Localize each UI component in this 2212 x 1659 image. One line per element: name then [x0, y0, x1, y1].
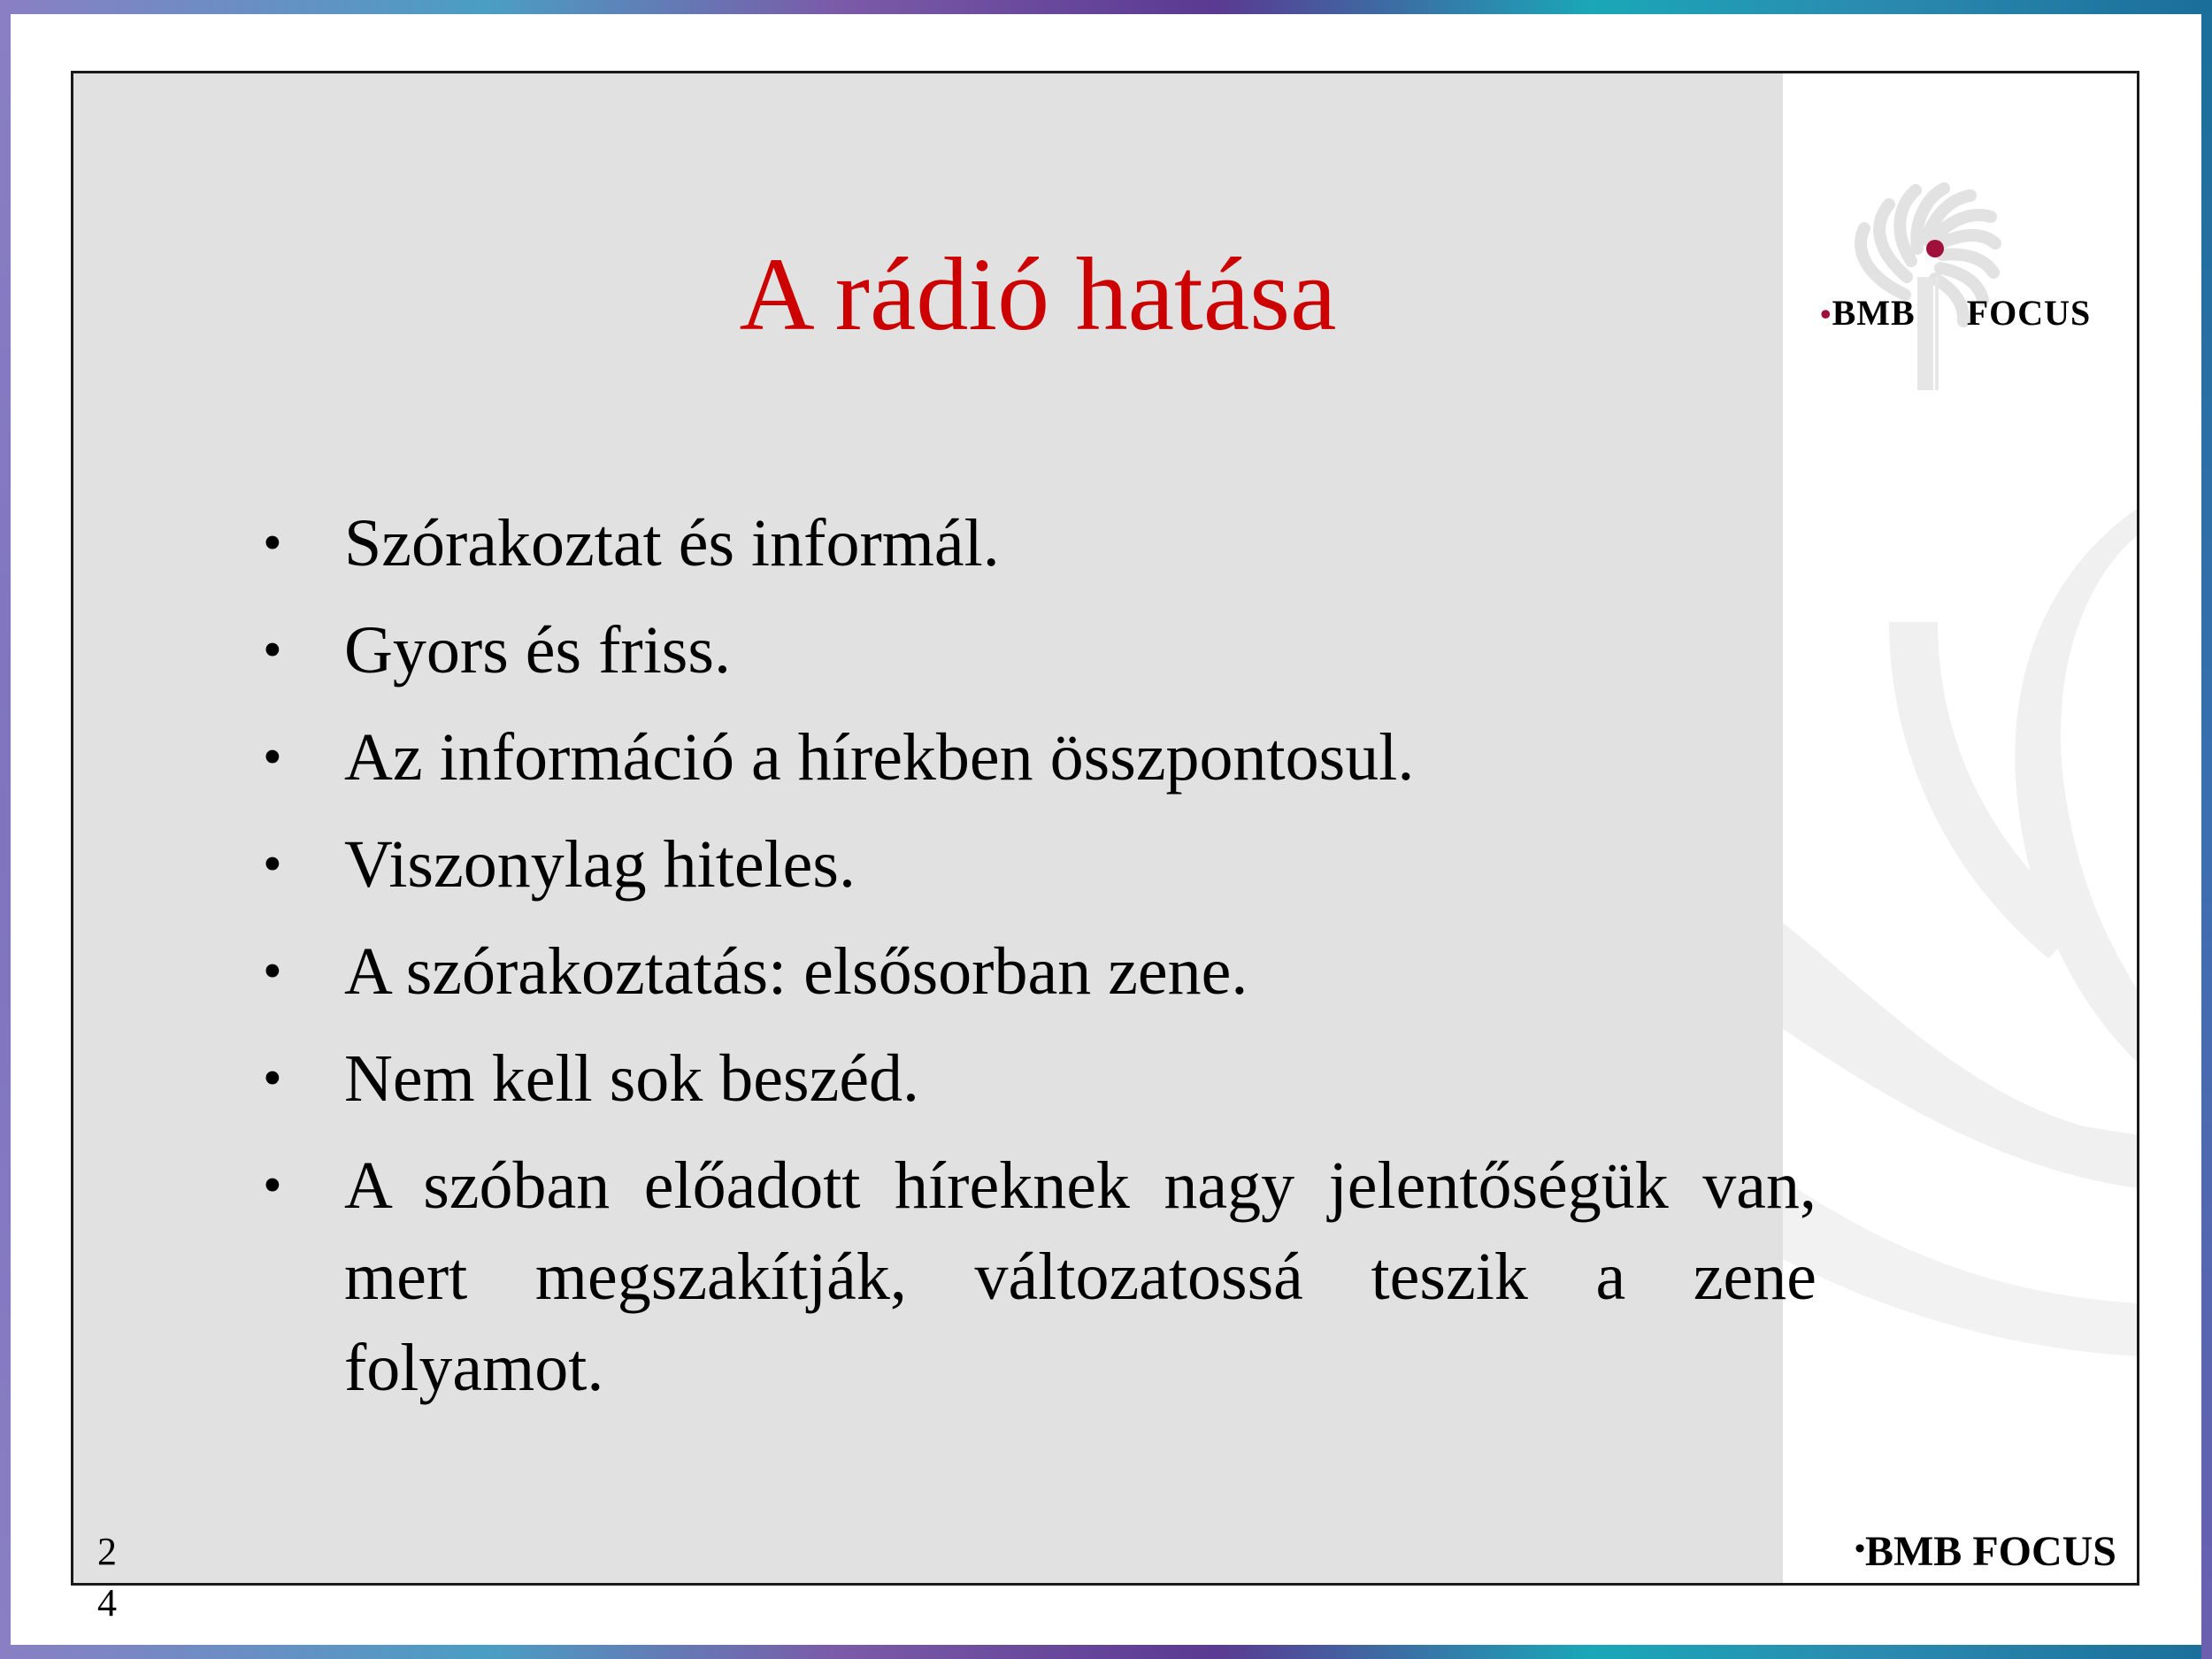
bullet-marker: •: [263, 727, 282, 787]
slide: [71, 71, 2139, 1586]
bullet-marker: •: [263, 941, 282, 1002]
bullet-text: Szórakoztat és informál.: [344, 506, 1000, 580]
bullet-marker: •: [263, 1156, 282, 1216]
bullet-text: Gyors és friss.: [344, 613, 731, 687]
frame-top-border: [0, 0, 2212, 14]
page-number: [97, 1526, 117, 1629]
bullet-item: [180, 926, 1816, 1018]
bullet-text: Nem kell sok beszéd.: [344, 1041, 920, 1116]
bullet-item: [180, 819, 1816, 910]
logo-dot-icon: •: [1855, 1532, 1865, 1565]
slide-title: A rádió hatása: [739, 236, 1337, 352]
bullet-text: Viszonylag hiteles.: [344, 827, 856, 902]
page-number-line-1: 2: [97, 1530, 117, 1573]
frame-bottom-border: [0, 1645, 2212, 1659]
bullet-item: [180, 605, 1816, 696]
bullet-text: A szóban előadott híreknek nagy jelentőségük van, mert megszakítják, változatossá teszik a zene folyamot.: [344, 1148, 1816, 1405]
bullet-item: [180, 712, 1816, 803]
bullet-marker: •: [263, 834, 282, 895]
bullet-marker: •: [263, 620, 282, 680]
bullet-text: A szórakoztatás: elsősorban zene.: [344, 934, 1248, 1009]
frame-left-border: [0, 0, 11, 1659]
bullet-marker: •: [263, 513, 282, 573]
frame-right-border: [2201, 0, 2212, 1659]
bullet-marker: •: [263, 1048, 282, 1109]
logo-wordmark-bottom: [1855, 1527, 2116, 1576]
bullet-item: [180, 1033, 1816, 1125]
bullet-item: [180, 1141, 1816, 1414]
logo-text-bmb-focus: BMB FOCUS: [1864, 1528, 2116, 1575]
page-number-line-2: 4: [97, 1581, 117, 1624]
logo-text-focus: FOCUS: [1966, 293, 2092, 333]
logo-text-bmb: BMB: [1832, 293, 1916, 333]
bullet-list: [180, 498, 1816, 1430]
bullet-text: Az információ a hírekben összpontosul.: [344, 720, 1415, 795]
logo-dot-icon: •: [1820, 296, 1832, 332]
bullet-item: [180, 498, 1816, 589]
